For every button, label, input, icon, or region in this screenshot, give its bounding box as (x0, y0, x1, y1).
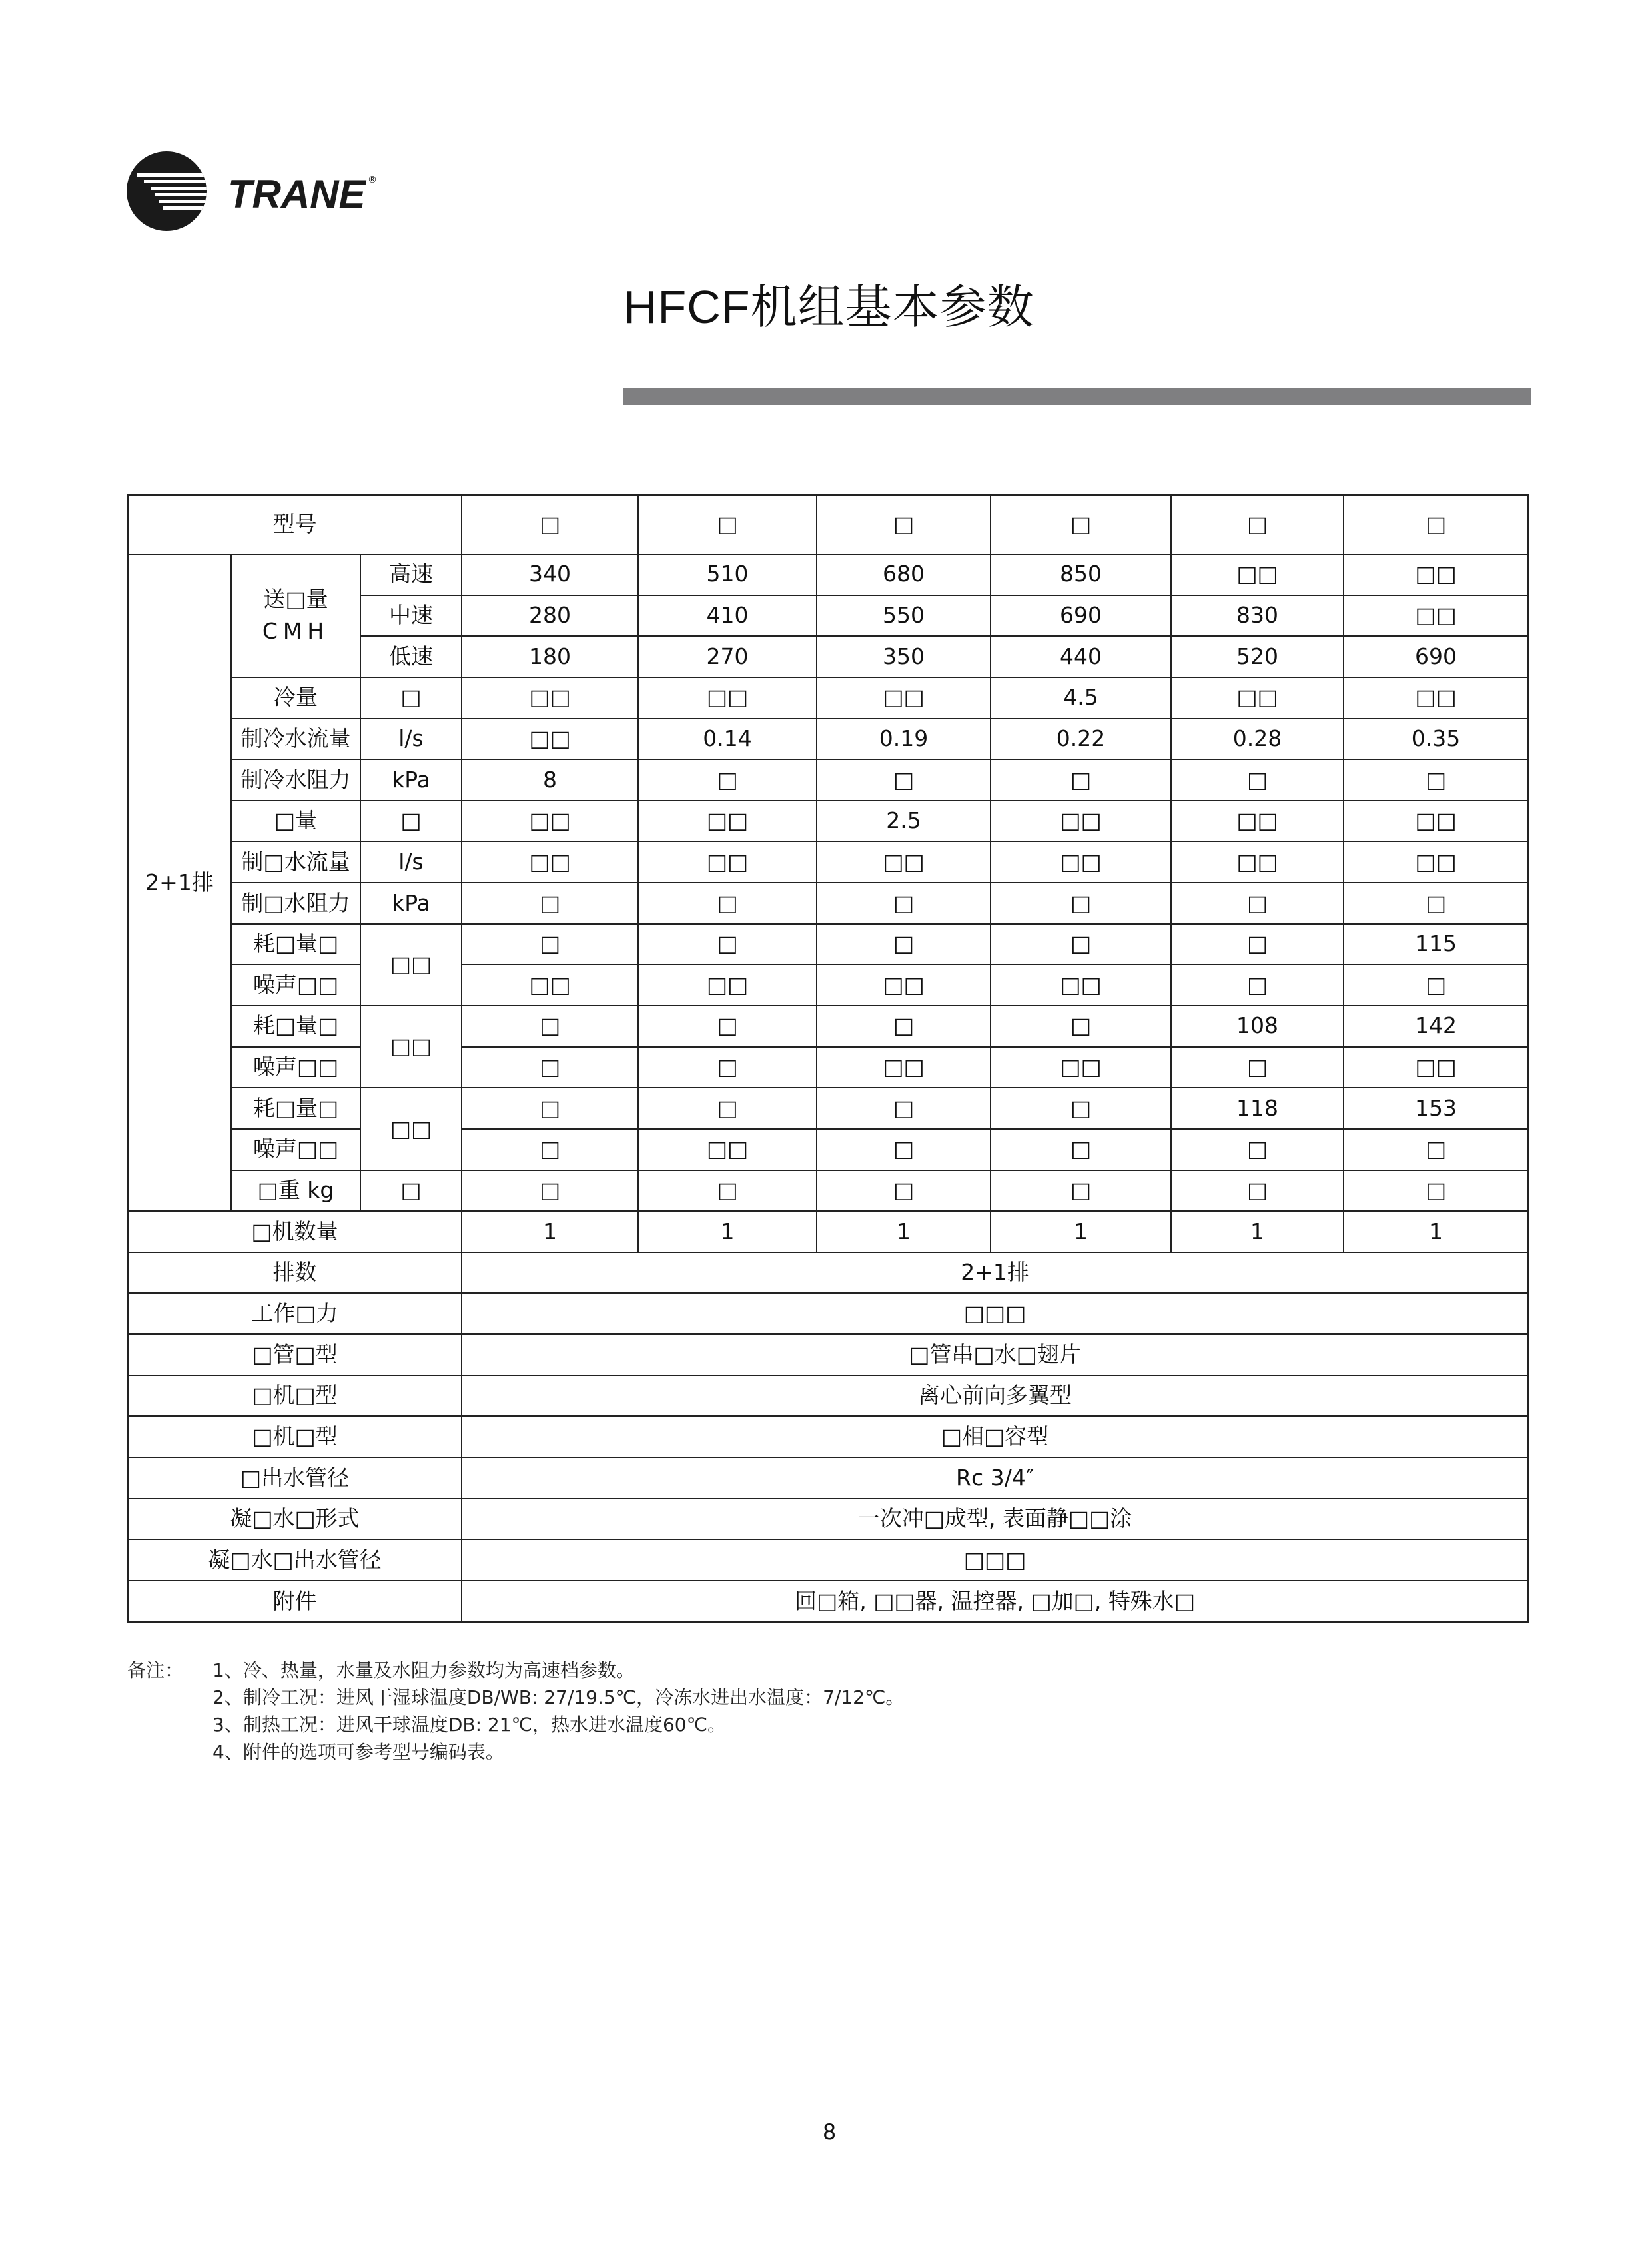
table-cell: □□ (462, 801, 638, 842)
param-label: □机□型 (128, 1416, 462, 1457)
param-unit: l/s (360, 719, 462, 760)
table-cell: 550 (817, 595, 991, 637)
table-cell: □ (462, 1006, 638, 1047)
table-cell: 410 (638, 595, 817, 637)
param-label: □出水管径 (128, 1457, 462, 1499)
table-cell: 142 (1344, 1006, 1528, 1047)
table-row (128, 1252, 1528, 1294)
param-label: □重 kg (231, 1170, 360, 1212)
table-cell: 8 (462, 759, 638, 801)
table-cell: □ (462, 924, 638, 965)
table-cell: □ (638, 924, 817, 965)
table-cell: □ (1344, 1129, 1528, 1170)
table-cell: 2.5 (817, 801, 991, 842)
model-cell: □ (991, 495, 1171, 554)
table-row (128, 1499, 1528, 1540)
table-row (128, 1293, 1528, 1334)
brand-name: TRANE (228, 172, 366, 216)
note-item: 2、制冷工况：进风干湿球温度DB/WB: 27/19.5℃，冷冻水进出水温度：7/12℃。 (212, 1686, 905, 1708)
table-cell: □ (1344, 1170, 1528, 1212)
note-item: 4、附件的选项可参考型号编码表。 (212, 1741, 504, 1763)
table-cell: □□ (462, 964, 638, 1006)
table-cell: 1 (991, 1211, 1171, 1252)
table-row (128, 1088, 1528, 1129)
table-cell: 4.5 (991, 677, 1171, 719)
common-value: □管串□水□翅片 (462, 1334, 1528, 1375)
table-cell: □ (991, 883, 1171, 924)
table-cell: 350 (817, 636, 991, 677)
table-cell: □□ (638, 677, 817, 719)
table-cell: □□ (991, 964, 1171, 1006)
table-row (128, 1416, 1528, 1457)
table-cell: □ (1171, 1170, 1344, 1212)
page-number: 8 (822, 2119, 837, 2145)
table-cell: □□ (817, 677, 991, 719)
model-cell: □ (1171, 495, 1344, 554)
table-cell: □ (1171, 964, 1344, 1006)
table-row (128, 1170, 1528, 1212)
table-row (128, 1211, 1528, 1252)
param-unit: □ (360, 1170, 462, 1212)
param-label: 耗□量□ (231, 924, 360, 965)
table-row (128, 1129, 1528, 1170)
param-label: 制冷水阻力 (231, 759, 360, 801)
table-cell: 118 (1171, 1088, 1344, 1129)
table-cell: 520 (1171, 636, 1344, 677)
param-label: 凝□水□出水管径 (128, 1539, 462, 1581)
table-cell: □ (991, 1170, 1171, 1212)
param-label: 制□水阻力 (231, 883, 360, 924)
table-cell: 1 (1171, 1211, 1344, 1252)
page-title: HFCF机组基本参数 (623, 281, 1034, 333)
param-label: 耗□量□ (231, 1088, 360, 1129)
table-cell: □□ (462, 677, 638, 719)
param-label: 冷量 (231, 677, 360, 719)
trane-logo (124, 148, 390, 234)
table-cell: □□ (1344, 554, 1528, 595)
table-cell: □ (638, 1170, 817, 1212)
table-cell: □□ (817, 964, 991, 1006)
table-cell: □□ (817, 841, 991, 883)
table-cell: □ (462, 1088, 638, 1129)
table-cell: □ (462, 883, 638, 924)
table-row (128, 677, 1528, 719)
table-cell: □□ (1171, 554, 1344, 595)
table-row (128, 924, 1528, 965)
table-cell: □□ (638, 1129, 817, 1170)
table-cell: □ (638, 759, 817, 801)
table-cell: □□ (991, 841, 1171, 883)
param-label: 附件 (128, 1581, 462, 1622)
param-unit: l/s (360, 841, 462, 883)
table-cell: □□ (638, 964, 817, 1006)
table-cell: □ (462, 1047, 638, 1088)
table-cell: □ (1171, 883, 1344, 924)
model-cell: □ (817, 495, 991, 554)
table-cell: □□ (817, 1047, 991, 1088)
table-header-row (128, 495, 1528, 554)
table-cell: 0.35 (1344, 719, 1528, 760)
table-cell: 440 (991, 636, 1171, 677)
table-cell: □□ (1344, 677, 1528, 719)
table-cell: 270 (638, 636, 817, 677)
table-cell: 1 (462, 1211, 638, 1252)
speed-label: 低速 (360, 636, 462, 677)
param-unit: □□ (360, 924, 462, 1006)
table-cell: □□ (1171, 677, 1344, 719)
table-cell: □ (817, 1088, 991, 1129)
table-cell: □ (638, 883, 817, 924)
table-cell: □□ (991, 1047, 1171, 1088)
table-row (128, 1581, 1528, 1622)
param-label: 制□水流量 (231, 841, 360, 883)
table-cell: □□ (462, 841, 638, 883)
param-label: 噪声□□ (231, 964, 360, 1006)
table-row (128, 719, 1528, 760)
table-cell: □ (1344, 883, 1528, 924)
param-label: □量 (231, 801, 360, 842)
table-cell: □ (638, 1006, 817, 1047)
param-label: 噪声□□ (231, 1047, 360, 1088)
table-cell: 153 (1344, 1088, 1528, 1129)
table-cell: □□ (638, 801, 817, 842)
table-cell: □□ (1171, 801, 1344, 842)
table-cell: 680 (817, 554, 991, 595)
table-cell: 108 (1171, 1006, 1344, 1047)
table-cell: □ (462, 1129, 638, 1170)
table-cell: □□ (1344, 595, 1528, 637)
param-label: 噪声□□ (231, 1129, 360, 1170)
param-label: 耗□量□ (231, 1006, 360, 1047)
param-unit: □□ (360, 1006, 462, 1088)
table-cell: □ (817, 1170, 991, 1212)
notes-label: 备注： (127, 1659, 184, 1681)
table-cell: □ (991, 759, 1171, 801)
table-cell: 690 (991, 595, 1171, 637)
param-label: 工作□力 (128, 1293, 462, 1334)
table-cell: 510 (638, 554, 817, 595)
param-unit: □□ (360, 1088, 462, 1170)
table-cell: 0.22 (991, 719, 1171, 760)
table-cell: □□ (638, 841, 817, 883)
notes-list (212, 1657, 904, 1766)
airflow-unit: CMH (262, 618, 330, 645)
table-cell: 1 (638, 1211, 817, 1252)
airflow-name: 送□量 (263, 585, 328, 612)
table-cell: □ (462, 1170, 638, 1212)
table-row (128, 759, 1528, 801)
table-cell: □ (817, 1006, 991, 1047)
param-unit: □ (360, 801, 462, 842)
table-cell: □ (1171, 759, 1344, 801)
param-label: 排数 (128, 1252, 462, 1294)
table-cell: 1 (1344, 1211, 1528, 1252)
table-cell: □ (1171, 1129, 1344, 1170)
param-label: □管□型 (128, 1334, 462, 1375)
table-cell: □ (817, 924, 991, 965)
param-label: 制冷水流量 (231, 719, 360, 760)
common-value: 回□箱, □□器, 温控器, □加□, 特殊水□ (462, 1581, 1528, 1622)
model-header: 型号 (128, 495, 462, 554)
table-cell: □□ (1171, 841, 1344, 883)
param-unit: □ (360, 677, 462, 719)
table-cell: □□ (1344, 1047, 1528, 1088)
common-value: □□□ (462, 1293, 1528, 1334)
param-label: □机数量 (128, 1211, 462, 1252)
table-cell: 830 (1171, 595, 1344, 637)
param-label: □机□型 (128, 1375, 462, 1417)
common-value: □相□容型 (462, 1416, 1528, 1457)
table-cell: □ (1171, 924, 1344, 965)
table-cell: □ (638, 1088, 817, 1129)
table-cell: □□ (462, 719, 638, 760)
table-row (128, 1006, 1528, 1047)
table-cell: □□ (991, 801, 1171, 842)
note-item: 3、制热工况：进风干球温度DB: 21℃，热水进水温度60℃。 (212, 1714, 727, 1736)
param-unit: kPa (360, 883, 462, 924)
common-value: 2+1排 (462, 1252, 1528, 1294)
table-row (128, 1375, 1528, 1417)
table-row (128, 1334, 1528, 1375)
table-cell: □ (817, 1129, 991, 1170)
brand-registered-mark: ® (368, 175, 377, 185)
table-cell: □ (817, 883, 991, 924)
common-value: 离心前向多翼型 (462, 1375, 1528, 1417)
table-row (128, 1047, 1528, 1088)
table-row (128, 801, 1528, 842)
title-underline-bar (623, 388, 1531, 405)
table-cell: 690 (1344, 636, 1528, 677)
table-row (128, 841, 1528, 883)
table-cell: □□ (1344, 801, 1528, 842)
param-label: 凝□水□形式 (128, 1499, 462, 1540)
common-value: □□□ (462, 1539, 1528, 1581)
table-cell: □ (1344, 759, 1528, 801)
table-cell: □ (991, 1006, 1171, 1047)
table-cell: 1 (817, 1211, 991, 1252)
table-cell: 180 (462, 636, 638, 677)
table-cell: 0.14 (638, 719, 817, 760)
table-cell: □ (991, 924, 1171, 965)
table-row (128, 1539, 1528, 1581)
speed-label: 高速 (360, 554, 462, 595)
speed-label: 中速 (360, 595, 462, 637)
airflow-label (231, 554, 360, 677)
table-cell: □ (817, 759, 991, 801)
param-unit: kPa (360, 759, 462, 801)
table-cell: 850 (991, 554, 1171, 595)
table-cell: □ (991, 1088, 1171, 1129)
model-cell: □ (638, 495, 817, 554)
table-cell: 0.28 (1171, 719, 1344, 760)
table-row (128, 964, 1528, 1006)
table-cell: □ (638, 1047, 817, 1088)
group-label: 2+1排 (128, 554, 231, 1211)
model-cell: □ (1344, 495, 1528, 554)
spec-table (127, 494, 1529, 1623)
common-value: Rc 3/4″ (462, 1457, 1528, 1499)
table-cell: □ (1171, 1047, 1344, 1088)
note-item: 1、冷、热量，水量及水阻力参数均为高速档参数。 (212, 1659, 635, 1681)
table-cell: □□ (1344, 841, 1528, 883)
table-row (128, 554, 1528, 595)
table-cell: 115 (1344, 924, 1528, 965)
common-value: 一次冲□成型, 表面静□□涂 (462, 1499, 1528, 1540)
table-row (128, 1457, 1528, 1499)
table-cell: 280 (462, 595, 638, 637)
table-cell: □ (1344, 964, 1528, 1006)
table-row (128, 883, 1528, 924)
table-cell: 0.19 (817, 719, 991, 760)
model-cell: □ (462, 495, 638, 554)
table-cell: □ (991, 1129, 1171, 1170)
table-cell: 340 (462, 554, 638, 595)
